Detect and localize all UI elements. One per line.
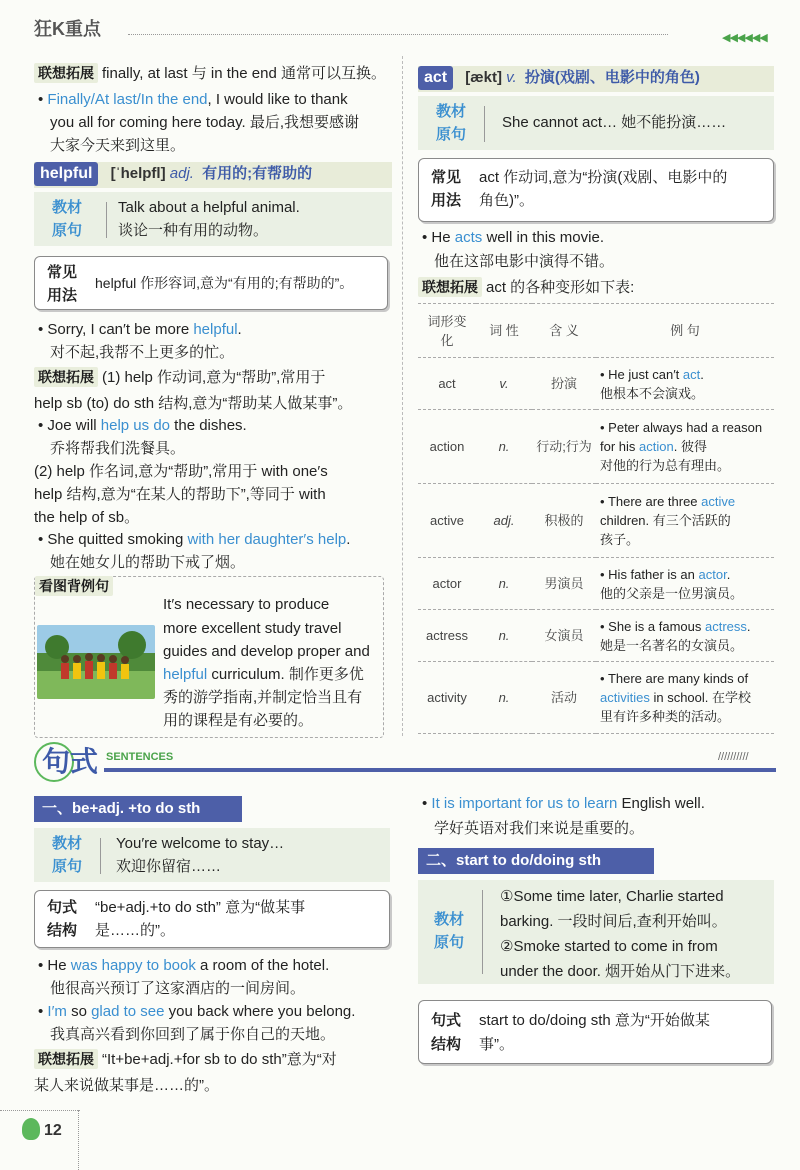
sentences-title [34,742,776,782]
helpful-ex2: • Joe will help us do the dishes. [38,414,247,437]
helpful-usage-box [34,256,388,310]
s1-struct-box [34,890,390,948]
pic-l6: 用的课程是有必要的。 [163,712,314,729]
bulb-icon [22,1118,40,1140]
pic-l3: guides and develop proper and [163,643,370,660]
s1-struct-text1: “be+adj.+to do sth” 意为“做某事 [95,899,306,916]
picture-tag: 看图背例句 [35,576,113,596]
s1-ext-tag: 联想拓展 [34,1049,98,1069]
table-row: active adj. 积极的 • There are three active children. 有三个活跃的 孩子。 [418,484,774,558]
s1b-ex: • It is important for us to learn English well. [422,792,705,815]
pic-l1: It′s necessary to produce [163,596,330,613]
s1-ex1: • He was happy to book a room of the hotel. [38,954,329,977]
helpful-ext-l2: help sb (to) do sth 结构,意为“帮助某人做某事”。 [34,395,353,412]
s1-struct-label1: 句式 [47,899,78,916]
s1-src-zh: 欢迎你留宿…… [116,858,222,875]
s2-src-t1: ①Some time later, Charlie started [500,888,724,905]
header-divider [128,34,668,35]
helpful-src-label2: 原句 [52,222,83,239]
helpful-ext-l3: (2) help 作名词,意为“帮助”,常用于 with one′s [34,463,328,480]
sentences-title-en: SENTENCES [106,751,174,763]
sentences-slashes: ////////// [718,751,749,763]
table-row: actor n. 男演员 • His father is an actor. 他的父亲是一位男演员。 [418,558,774,610]
table-row: activity n. 活动 • There are many kinds of activities in school. 在学校 里有许多种类的活动。 [418,662,774,734]
helpful-ext-l1: 联想拓展 (1) help 作动词,意为“帮助”,常用于 [34,366,325,389]
s1-struct-text2: 是……的”。 [95,922,175,939]
helpful-ex1: • Sorry, I can′t be more helpful. [38,318,242,341]
p1-example-line2: you all for coming here today. 最后,我想要感谢 [50,114,359,131]
helpful-ex1-zh: 对不起,我帮不上更多的忙。 [50,344,235,361]
s2-struct-box [418,1000,772,1064]
s2-src-label1: 教材 [434,911,465,928]
helpful-ext-tag: 联想拓展 [34,367,98,387]
pic-l4: helpful curriculum. 制作更多优 [163,666,364,683]
s1-ext-l2: 某人来说做某事是……的”。 [34,1077,219,1094]
s2-struct-label1: 句式 [431,1012,462,1029]
act-word: act [418,66,453,90]
table-row: action n. 行动;行为 • Peter always had a reason for his action. 彼得 对他的行为总有理由。 [418,410,774,484]
word-forms-table [418,303,774,734]
s1-ex1-zh: 他很高兴预订了这家酒店的一间房间。 [50,980,306,997]
act-src-label1: 教材 [436,103,467,120]
helpful-head [34,162,392,188]
helpful-usage-label2: 用法 [47,287,78,304]
act-src-text: She cannot act… 她不能扮演…… [502,114,727,131]
s1b-ex-zh: 学好英语对我们来说是重要的。 [434,820,645,837]
act-usage-label2: 用法 [431,192,462,209]
s1-source [34,828,390,882]
page-number: 12 [44,1122,62,1139]
helpful-ex3: • She quitted smoking with her daughter′s help. [38,528,350,551]
s2-src-label2: 原句 [434,934,465,951]
act-usage-text2: 角色)”。 [479,192,534,209]
s2-struct-text1: start to do/doing sth 意为“开始做某 [479,1012,710,1029]
helpful-ext-l5: the help of sb。 [34,509,140,526]
table-header: 词形变化 [418,304,476,358]
logo-text: 狂K重点 [34,19,101,39]
p1-example-line3: 大家今天来到这里。 [50,137,186,154]
p1-line1: 联想拓展 finally, at last 与 in the end 通常可以互换。 [34,62,386,85]
picture-block [34,576,384,738]
pic-l2: more excellent study travel [163,620,342,637]
s1-src-en: You′re welcome to stay… [116,835,285,852]
s2-struct-label2: 结构 [431,1036,462,1053]
footer-vline [78,1110,79,1170]
students-picture [37,625,155,699]
helpful-src-zh: 谈论一种有用的动物。 [118,222,269,239]
footer-divider [0,1110,80,1111]
p1-example: • Finally/At last/In the end, I would like to thank [38,88,348,111]
helpful-ex2-zh: 乔将帮我们洗餐具。 [50,440,186,457]
act-meaning: 扮演(戏剧、电影中的角色) [524,69,700,86]
act-phonetic: [ækt] [465,69,502,86]
table-header-row [418,304,774,358]
helpful-src-label1: 教材 [52,199,83,216]
s1-head: 一、be+adj. +to do sth [34,796,242,822]
helpful-pos: adj. [169,165,194,182]
act-ext: 联想拓展 act 的各种变形如下表: [418,276,634,299]
helpful-usage-label1: 常见 [47,264,78,281]
s1-struct-label2: 结构 [47,922,78,939]
table-header: 含 义 [532,304,596,358]
helpful-phonetic: [ˈhelpfl] [110,165,166,182]
helpful-source [34,192,392,246]
s1-ex2-zh: 我真高兴看到你回到了属于你自己的天地。 [50,1026,336,1043]
sentences-title-zh: 句式 [42,746,99,777]
header-logo [34,18,101,41]
s2-head: 二、start to do/doing sth [418,848,654,874]
s2-src-t4: under the door. 烟开始从门下进来。 [500,963,741,980]
pic-l5: 秀的游学指南,并制定恰当且有 [163,689,363,706]
s1-ex2: • I′m so glad to see you back where you belong. [38,1000,355,1023]
column-divider [402,56,403,736]
table-header: 词 性 [476,304,532,358]
act-ex-zh: 他在这部电影中演得不错。 [434,253,615,270]
act-usage-text1: act 作动词,意为“扮演(戏剧、电影中的 [479,169,728,186]
act-pos: v. [506,69,517,86]
s2-src-t2: barking. 一段时间后,查利开始叫。 [500,913,727,930]
helpful-usage-text: helpful 作形容词,意为“有用的;有帮助的”。 [95,275,354,291]
table-header: 例 句 [596,304,774,358]
act-usage-label1: 常见 [431,169,462,186]
act-src-label2: 原句 [436,126,467,143]
s1-src-label1: 教材 [52,835,83,852]
table-row: act v. 扮演 • He just can′t act. 他根本不会演戏。 [418,358,774,410]
helpful-src-en: Talk about a helpful animal. [118,199,300,216]
s2-struct-text2: 事”。 [479,1036,514,1053]
s1-src-label2: 原句 [52,858,83,875]
act-usage-box [418,158,774,222]
p1-tag: 联想拓展 [34,63,98,83]
helpful-ext-l4: help 结构,意为“在某人的帮助下”,等同于 with [34,486,326,503]
s2-src-t3: ②Smoke started to come in from [500,938,718,955]
table-row: actress n. 女演员 • She is a famous actress. 她是一名著名的女演员。 [418,610,774,662]
page-number-badge [22,1118,68,1142]
s1-ext-l1: 联想拓展 “It+be+adj.+for sb to do sth”意为“对 [34,1048,337,1071]
s2-source [418,880,774,984]
act-source [418,96,774,150]
act-head [418,66,774,92]
helpful-word: helpful [34,162,98,186]
act-ex: • He acts well in this movie. [422,226,604,249]
helpful-ex3-zh: 她在她女儿的帮助下戒了烟。 [50,554,246,571]
header-arrows: ◀◀◀◀◀◀ [722,32,767,44]
act-ext-tag: 联想拓展 [418,277,482,297]
helpful-meaning: 有用的;有帮助的 [202,165,313,182]
